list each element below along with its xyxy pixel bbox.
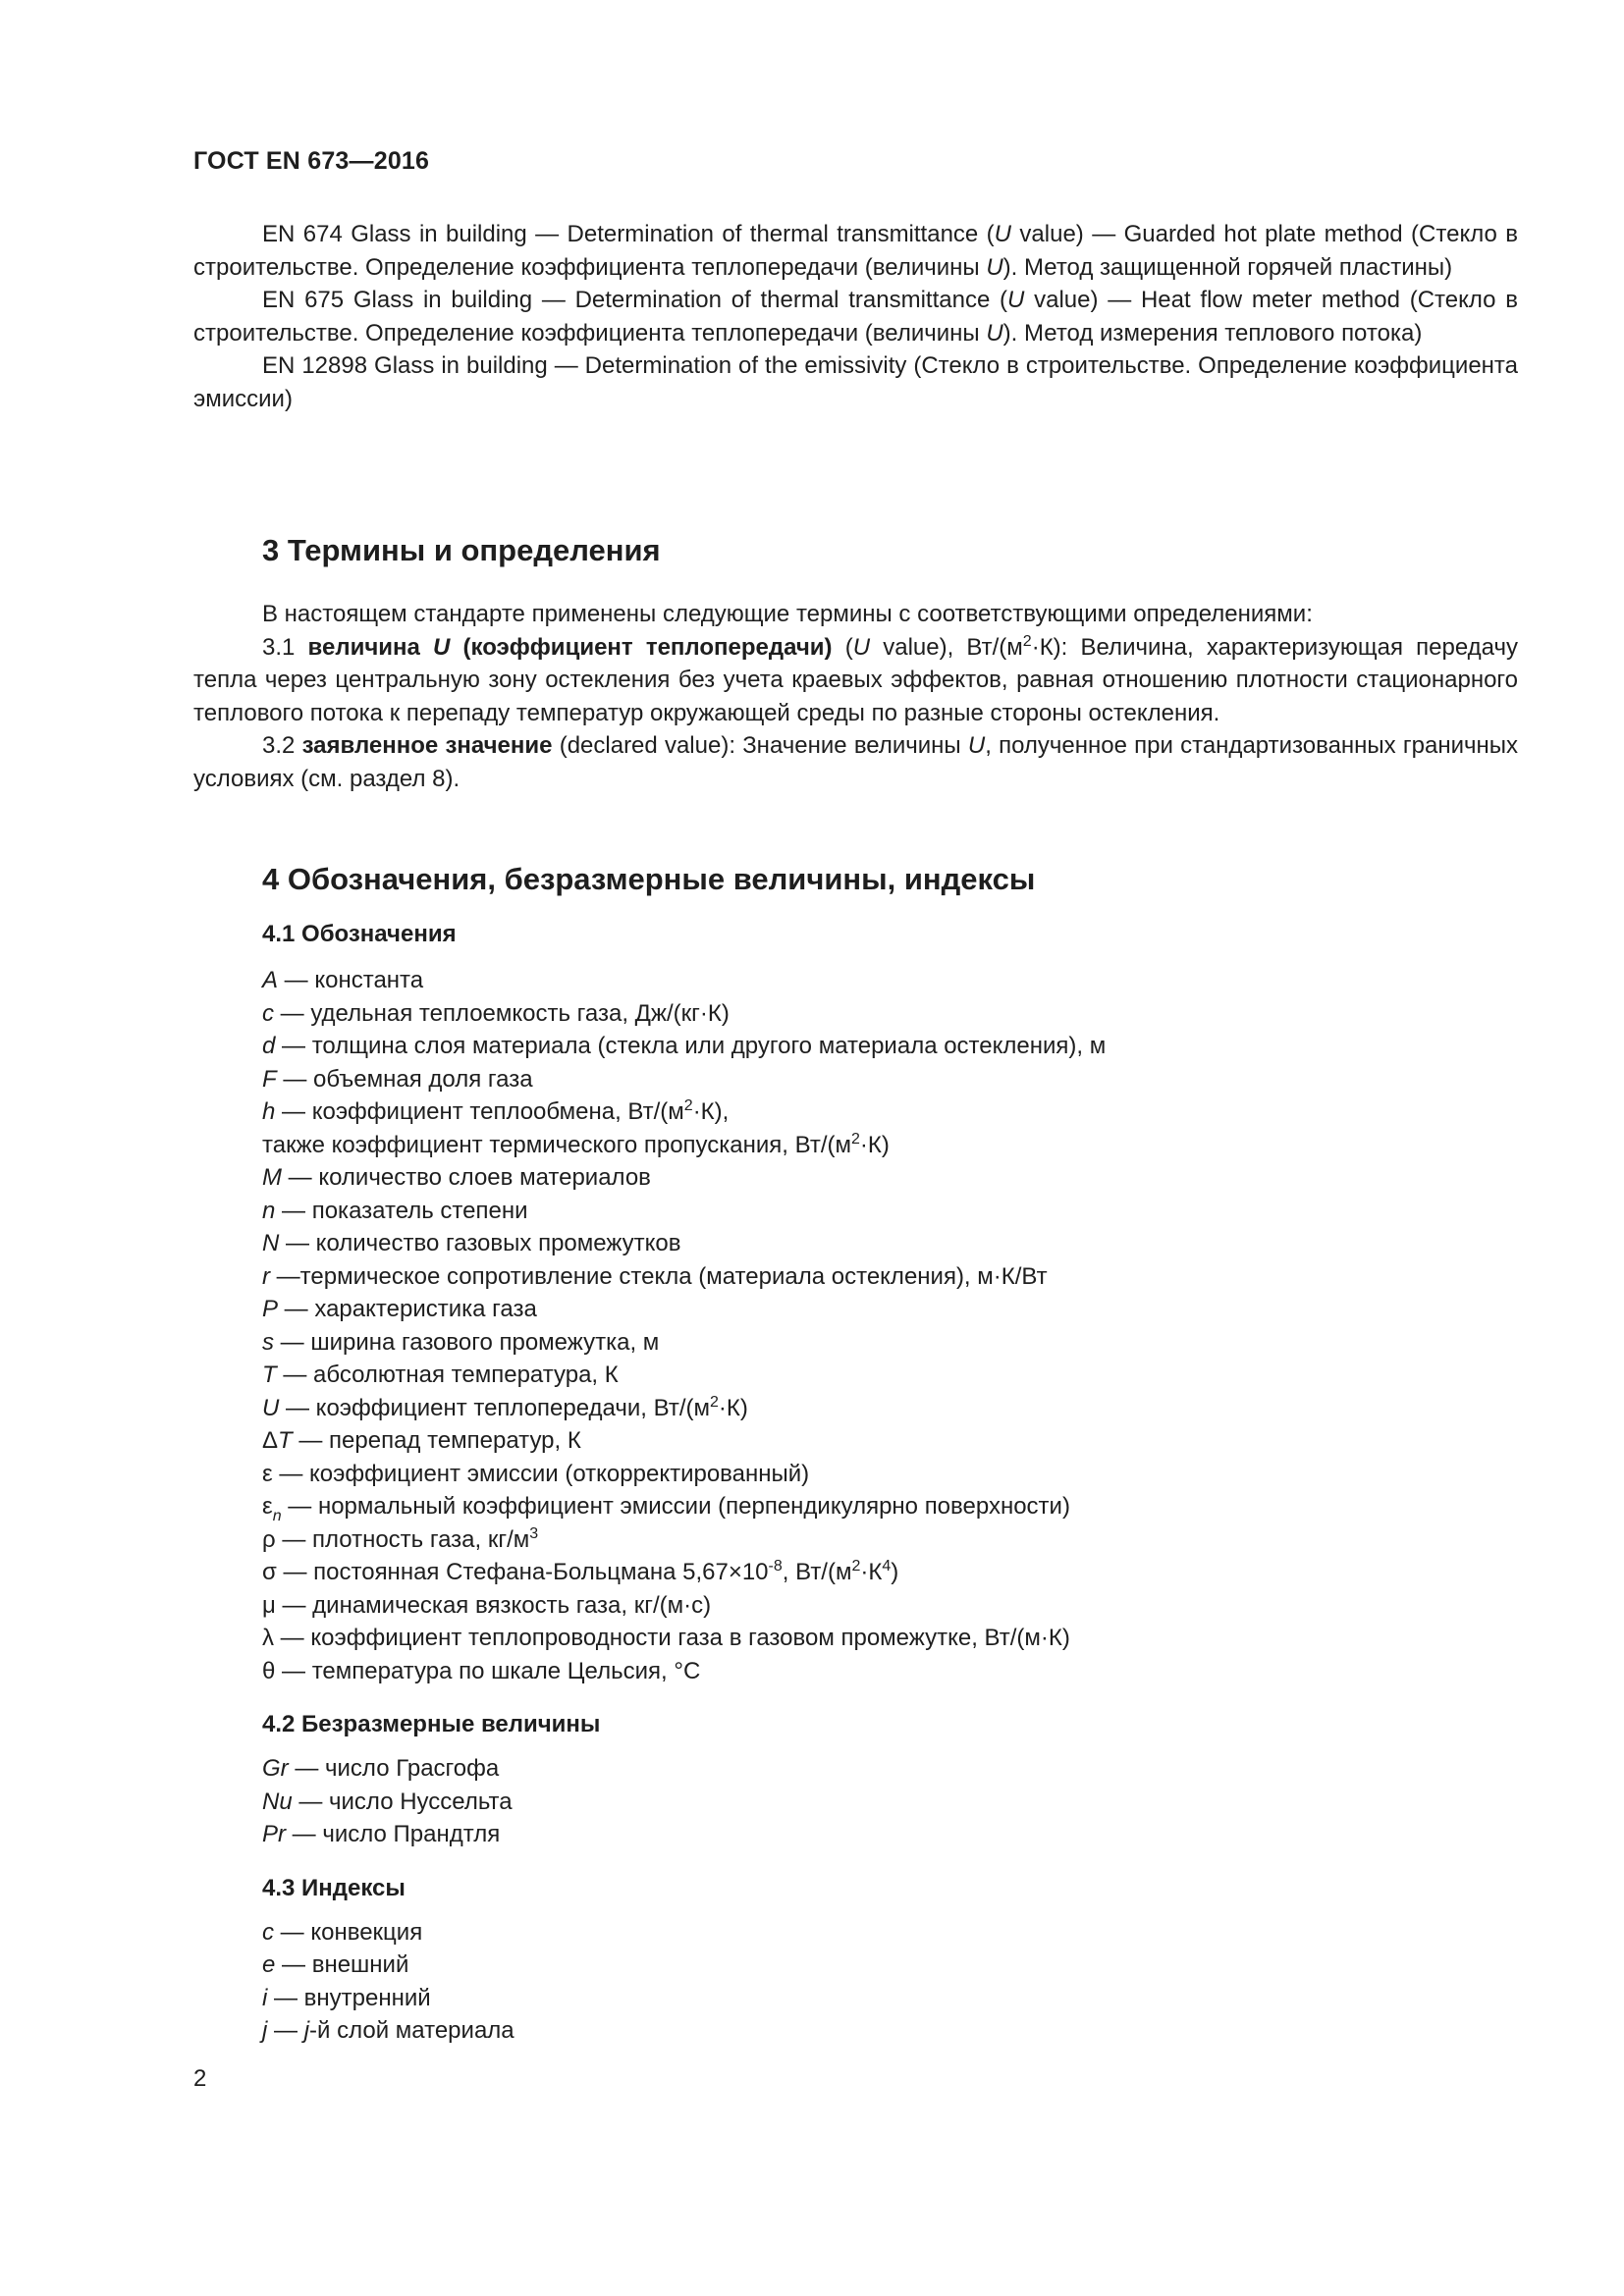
list-item: P — характеристика газа [262,1296,537,1322]
list-item: μ — динамическая вязкость газа, кг/(м·с) [262,1591,712,1619]
list-item: d — толщина слоя материала (стекла или другого материала остекления), м [262,1033,1107,1059]
symbols-list [193,964,1518,1687]
list-item: c — конвекция [262,1918,423,1946]
section-3-intro: В настоящем стандарте применены следующие термины с соответствующими определениями: [262,601,1313,627]
list-item: также коэффициент термического пропускания, $Вт/(м^2\cdot К)$ [262,1130,890,1158]
list-item: M — количество слоев материалов [262,1164,651,1191]
section-4-title: 4 Обозначения, безразмерные величины, индексы [262,862,1036,896]
list-item: σ — постоянная Стефана-Больцмана $5,67\times 10^{-8}$, $Вт/(м^2\cdot К^4)$ [262,1558,899,1585]
list-item: N — количество газовых промежутков [262,1230,681,1256]
list-item: T — абсолютная температура, К [262,1362,619,1388]
reference-en12898: EN 12898 Glass in building — Determination of the emissivity (Стекло в строительстве. Определение коэффициента эмиссии) [193,352,1518,412]
list-item: Gr — число Грасгофа [262,1755,500,1782]
term-3-2: 3.2 заявленное значение (declared value): Значение величины U, полученное при стандартизованных граничных условиях (см. раздел 8). [193,732,1518,792]
list-item: ρ — плотность газа, $кг/м^3$ [262,1524,539,1553]
list-item: F — объемная доля газа [262,1065,533,1093]
reference-en674: EN 674 Glass in building — Determination of thermal transmittance (U value) — Guarded hot plate method (Стекло в строительстве. Определение коэффициента теплопередачи (величины U). Метод защищенной горячей пластины) [193,221,1518,281]
section-4 [193,862,1518,2048]
list-item: j — j-й слой материала [262,2017,514,2044]
list-item: r —термическое сопротивление стекла (материала остекления), м·К/Вт [262,1262,1048,1290]
subsection-4-2-title: 4.2 Безразмерные величины [262,1711,601,1737]
list-item: Pr — число Прандтля [262,1821,501,1847]
list-item: ε — коэффициент эмиссии (откорректированный) [262,1460,810,1487]
list-item: n — показатель степени [262,1197,528,1224]
subsection-4-3-title: 4.3 Индексы [262,1874,406,1901]
list-item: λ — коэффициент теплопроводности газа в газовом промежутке, Вт/(м·К) [262,1625,1070,1651]
document-header: ГОСТ EN 673—2016 [193,147,430,175]
references-block [193,218,1518,415]
section-3 [193,533,1518,795]
indices-list [193,1916,1518,2048]
list-item: s — ширина газового промежутка, м [262,1328,660,1356]
term-3-1: 3.1 величина U (коэффициент теплопередачи) (U value), $Вт/(м^2\cdot К)$: Величина, характеризующая передачу тепла через центральную зону остекления без учета краевых эффектов, равная отношению плотности стационарного теплового потока к перепаду температур окружающей среды по разные стороны остекления. [193,632,1519,726]
list-item: ΔT — перепад температур, К [262,1427,581,1454]
list-item: e — внешний [262,1951,409,1978]
list-item: c — удельная теплоемкость газа, Дж/(кг·К) [262,999,730,1027]
list-item: U — коэффициент теплопередачи, $Вт/(м^2\cdot К)$ [262,1393,748,1421]
section-3-title: 3 Термины и определения [262,533,661,567]
page-number: 2 [193,2065,207,2092]
list-item: θ — температура по шкале Цельсия, °С [262,1657,701,1684]
list-item: h — коэффициент теплообмена, $Вт/(м^2\cdot К)$, [262,1097,730,1125]
list-item: Nu — число Нуссельта [262,1788,513,1815]
list-item: i — внутренний [262,1984,431,2011]
list-item: $\varepsilon_n$ — нормальный коэффициент эмиссии (перпендикулярно поверхности) [262,1493,1070,1524]
reference-en675: EN 675 Glass in building — Determination of thermal transmittance (U value) — Heat flow meter method (Стекло в строительстве. Определение коэффициента теплопередачи (величины U). Метод измерения теплового потока) [193,287,1518,347]
subsection-4-1-title: 4.1 Обозначения [262,921,457,947]
list-item: A — константа [262,967,424,993]
dimensionless-list [193,1752,1518,1851]
